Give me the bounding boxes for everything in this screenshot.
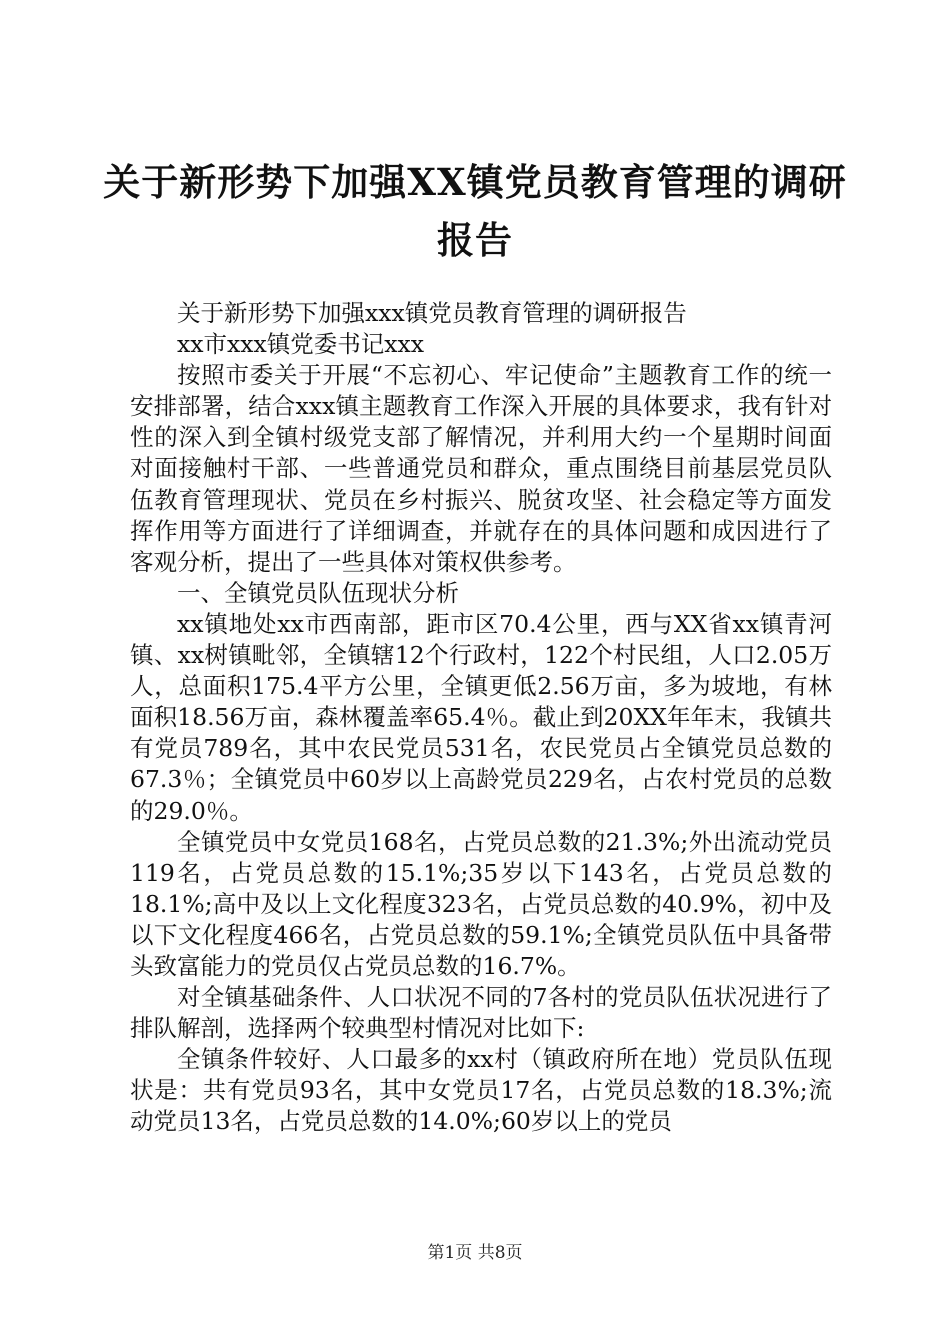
body-paragraph: xx镇地处xx市西南部，距市区70.4公里，西与XX省xx镇青河镇、xx树镇毗邻，全镇辖12个行政村，122个村民组，人口2.05万人，总面积175.4平方公里，全镇更低2.56万亩，多为坡地，有林面积18.56万亩，森林覆盖率65.4％。截止到20XX年年末，我镇共有党员789名，其中农民党员531名，农民党员占全镇党员总数的67.3％；全镇党员中60岁以上高龄党员229名，占农村党员的总数的29.0％。 [130, 609, 832, 825]
document-title-line-2: 报告 [437, 218, 513, 262]
page-number-footer: 第1页 共8页 [427, 1243, 523, 1263]
subtitle-paragraph: 关于新形势下加强xxx镇党员教育管理的调研报告 [177, 299, 687, 327]
body-paragraph: 全镇党员中女党员168名，占党员总数的21.3%;外出流动党员119名，占党员总数的15.1%;35岁以下143名，占党员总数的18.1%;高中及以上文化程度323名，占党员总数的40.9%，初中及以下文化程度466名，占党员总数的59.1%;全镇党员队伍中具备带头致富能力的党员仅占党员总数的16.7%。 [130, 827, 832, 980]
body-paragraph: 对全镇基础条件、人口状况不同的7各村的党员队伍状况进行了排队解剖，选择两个较典型村情况对比如下: [130, 983, 832, 1043]
section-heading: 一、全镇党员队伍现状分析 [177, 578, 459, 607]
document-title-line-1: 关于新形势下加强XX镇党员教育管理的调研 [103, 160, 847, 204]
document-body [130, 298, 832, 1138]
body-paragraph: 全镇条件较好、人口最多的xx村（镇政府所在地）党员队伍现状是：共有党员93名，其中女党员17名，占党员总数的18.3%;流动党员13名，占党员总数的14.0%;60岁以上的党员 [130, 1045, 832, 1136]
intro-paragraph: 按照市委关于开展“不忘初心、牢记使命”主题教育工作的统一安排部署，结合xxx镇主题教育工作深入开展的具体要求，我有针对性的深入到全镇村级党支部了解情况，并利用大约一个星期时间面对面接触村干部、一些普通党员和群众，重点围绕目前基层党员队伍教育管理现状、党员在乡村振兴、脱贫攻坚、社会稳定等方面发挥作用等方面进行了详细调查，并就存在的具体问题和成因进行了客观分析，提出了一些具体对策权供参考。 [130, 361, 832, 576]
author-paragraph: xx市xxx镇党委书记xxx [177, 330, 425, 359]
